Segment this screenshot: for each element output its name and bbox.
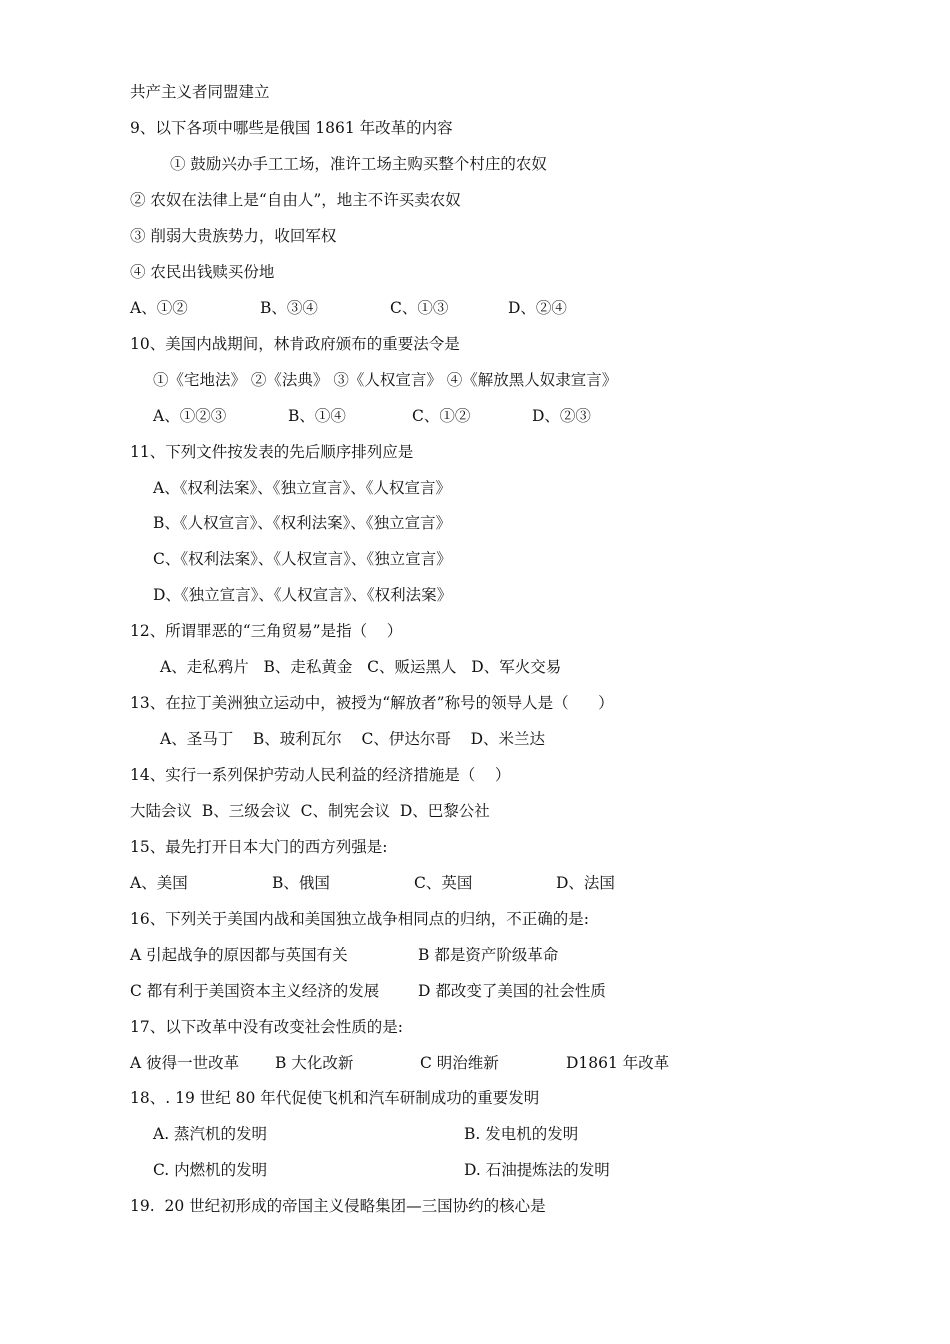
q17-option-a: A 彼得一世改革 [130,1054,240,1072]
q10-items: ①《宅地法》 ②《法典》 ③《人权宣言》 ④《解放黑人奴隶宣言》 [153,371,618,389]
question-15: 15、最先打开日本大门的西方列强是: [130,838,388,856]
q18-option-d: D. 石油提炼法的发明 [464,1161,610,1179]
q10-option-d: D、②③ [532,407,591,425]
q16-option-d: D 都改变了美国的社会性质 [418,982,606,1000]
q9-item-4: ④ 农民出钱赎买份地 [130,263,275,281]
q14-options: 大陆会议 B、三级会议 C、制宪会议 D、巴黎公社 [130,802,490,820]
q11-option-b: B、《人权宣言》、《权利法案》、《独立宣言》 [153,514,452,532]
q18-option-a: A. 蒸汽机的发明 [153,1125,268,1143]
q9-option-a: A、①② [130,299,188,317]
question-14: 14、实行一系列保护劳动人民利益的经济措施是（ ） [130,766,511,784]
q10-option-c: C、①② [412,407,471,425]
question-9: 9、以下各项中哪些是俄国 1861 年改革的内容 [130,119,453,137]
question-12: 12、所谓罪恶的“三角贸易”是指（ ） [130,622,403,640]
q15-option-d: D、法国 [556,874,615,892]
question-16: 16、下列关于美国内战和美国独立战争相同点的归纳，不正确的是: [130,910,589,928]
q18-option-c: C. 内燃机的发明 [153,1161,268,1179]
q11-option-a: A、《权利法案》、《独立宣言》、《人权宣言》 [153,479,451,497]
q9-item-3: ③ 削弱大贵族势力，收回军权 [130,227,337,245]
q9-option-c: C、①③ [390,299,449,317]
q15-option-c: C、英国 [414,874,473,892]
q11-option-c: C、《权利法案》、《人权宣言》、《独立宣言》 [153,550,452,568]
q17-option-d: D1861 年改革 [566,1054,670,1072]
question-10: 10、美国内战期间，林肯政府颁布的重要法令是 [130,335,460,353]
q9-option-b: B、③④ [260,299,318,317]
q9-option-d: D、②④ [508,299,567,317]
q12-options: A、走私鸦片 B、走私黄金 C、贩运黑人 D、军火交易 [160,658,562,676]
q18-option-b: B. 发电机的发明 [464,1125,579,1143]
q16-option-a: A 引起战争的原因都与英国有关 [130,946,348,964]
q9-item-1: ① 鼓励兴办手工工场，准许工场主购买整个村庄的农奴 [170,155,547,173]
q11-option-d: D、《独立宣言》、《人权宣言》、《权利法案》 [153,586,453,604]
q17-option-c: C 明治维新 [420,1054,499,1072]
question-11: 11、下列文件按发表的先后顺序排列应是 [130,443,414,461]
question-13: 13、在拉丁美洲独立运动中，被授为“解放者”称号的领导人是（ ） [130,694,614,712]
q16-option-b: B 都是资产阶级革命 [418,946,559,964]
q15-option-b: B、俄国 [272,874,330,892]
q15-option-a: A、美国 [130,874,188,892]
question-19: 19. 20 世纪初形成的帝国主义侵略集团—三国协约的核心是 [130,1197,546,1215]
q10-option-a: A、①②③ [153,407,227,425]
question-18: 18、. 19 世纪 80 年代促使飞机和汽车研制成功的重要发明 [130,1089,540,1107]
question-17: 17、以下改革中没有改变社会性质的是: [130,1018,403,1036]
q17-option-b: B 大化改新 [275,1054,354,1072]
text-line: 共产主义者同盟建立 [130,83,270,101]
q10-option-b: B、①④ [288,407,346,425]
q13-options: A、圣马丁 B、玻利瓦尔 C、伊达尔哥 D、米兰达 [160,730,545,748]
q16-option-c: C 都有利于美国资本主义经济的发展 [130,982,380,1000]
q9-item-2: ② 农奴在法律上是“自由人”，地主不许买卖农奴 [130,191,461,209]
